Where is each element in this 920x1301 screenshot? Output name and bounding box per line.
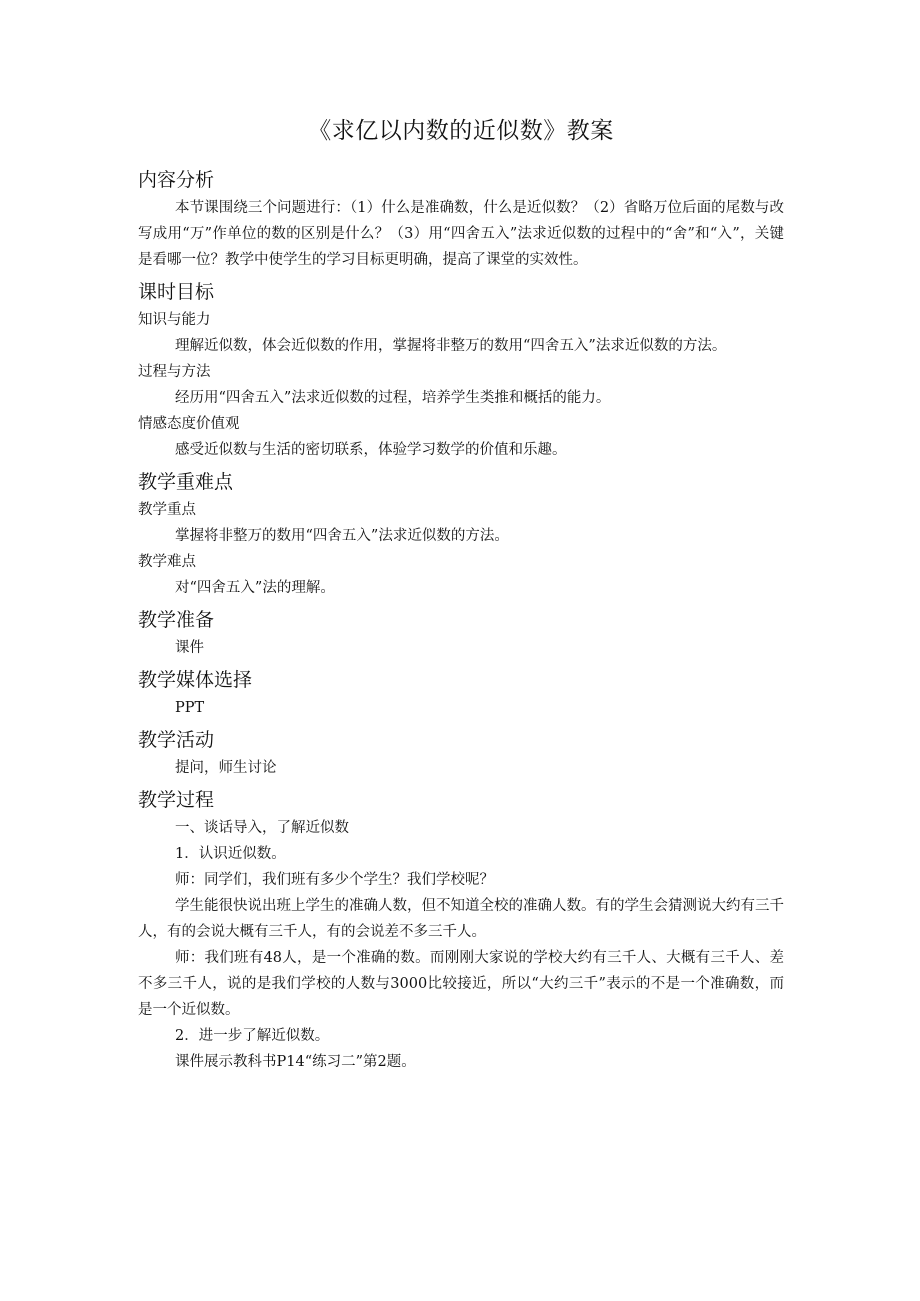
heading-preparation: 教学准备 (138, 609, 215, 631)
subheading-difficulty: 教学难点 (138, 554, 196, 570)
heading-content-analysis: 内容分析 (138, 169, 215, 191)
section-preparation (138, 605, 784, 661)
paragraph-activities: 提问，师生讨论 (175, 760, 277, 776)
paragraph-process-4: 学生能很快说出班上学生的准确人数，但不知道全校的准确人数。有的学生会猜测说大约有三千人，有的会说大概有三千人，有的会说差不多三千人。 (138, 898, 784, 940)
paragraph-content-analysis: 本节课围绕三个问题进行：（1）什么是准确数，什么是近似数？（2）省略万位后面的尾数与改写成用“万”作单位的数的区别是什么？（3）用“四舍五入”法求近似数的过程中的“舍”和“入”，关键是看哪一位？教学中使学生的学习目标更明确，提高了课堂的实效性。 (138, 200, 784, 268)
heading-process: 教学过程 (138, 789, 215, 811)
paragraph-process-2: 1．认识近似数。 (175, 846, 286, 862)
section-key-points (138, 467, 784, 601)
heading-objectives: 课时目标 (138, 281, 215, 303)
paragraph-media: PPT (175, 700, 205, 716)
subheading-knowledge: 知识与能力 (138, 312, 211, 328)
subheading-key: 教学重点 (138, 502, 196, 518)
paragraph-knowledge: 理解近似数，体会近似数的作用，掌握将非整万的数用“四舍五入”法求近似数的方法。 (175, 338, 727, 354)
paragraph-process-3: 师：同学们，我们班有多少个学生？我们学校呢？ (175, 872, 494, 888)
paragraph-preparation: 课件 (175, 640, 204, 656)
paragraph-process-method: 经历用“四舍五入”法求近似数的过程，培养学生类推和概括的能力。 (175, 390, 611, 406)
section-media (138, 665, 784, 721)
section-process (138, 785, 784, 1075)
heading-activities: 教学活动 (138, 729, 215, 751)
paragraph-process-5: 师：我们班有48人，是一个准确的数。而刚刚大家说的学校大约有三千人、大概有三千人、差不多三千人，说的是我们学校的人数与3000比较接近，所以“大约三千”表示的不是一个准确数，而是一个近似数。 (138, 950, 784, 1018)
heading-media: 教学媒体选择 (138, 669, 253, 691)
heading-key-points: 教学重难点 (138, 471, 234, 493)
subheading-emotion: 情感态度价值观 (138, 416, 240, 432)
paragraph-process-6: 2．进一步了解近似数。 (175, 1028, 330, 1044)
section-activities (138, 725, 784, 781)
paragraph-process-7: 课件展示教科书P14“练习二”第2题。 (175, 1054, 416, 1070)
paragraph-difficulty: 对“四舍五入”法的理解。 (175, 580, 335, 596)
document-title: 《求亿以内数的近似数》教案 (308, 118, 614, 144)
subheading-process-method: 过程与方法 (138, 364, 211, 380)
paragraph-key: 掌握将非整万的数用“四舍五入”法求近似数的方法。 (175, 528, 509, 544)
section-content-analysis (138, 165, 784, 273)
section-objectives (138, 277, 784, 463)
paragraph-process-1: 一、谈话导入，了解近似数 (175, 820, 349, 836)
document-page (138, 112, 784, 1079)
paragraph-emotion: 感受近似数与生活的密切联系，体验学习数学的价值和乐趣。 (175, 442, 567, 458)
